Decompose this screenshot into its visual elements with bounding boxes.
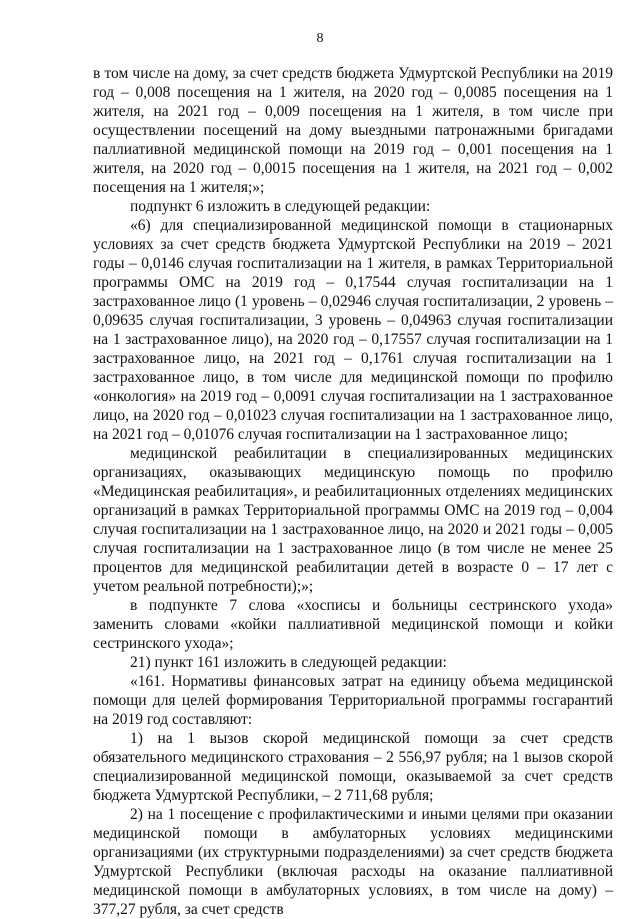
paragraph-rehabilitation: медицинской реабилитации в специализированных медицинских организациях, оказывающих медицинскую помощь по профилю «Медицинская реабилитация», и реабилитационных отделениях медицинских организаций в рамках Территориальной программы ОМС на 2019 год – 0,004 случая госпитализации на 1 застрахованное лицо, на 2020 и 2021 годы – 0,005 случая госпитализации на 1 застрахованное лицо (в том числе не менее 25 процентов для медицинской реабилитации детей в возрасте 0 – 17 лет с учетом реальной потребности);»; (93, 445, 613, 595)
paragraph-point-21: 21) пункт 161 изложить в следующей редакции: (130, 654, 447, 671)
paragraph-continuation: в том числе на дому, за счет средств бюджета Удмуртской Республики на 2019 год – 0,008 посещения на 1 жителя, на 2020 год – 0,0085 посещения на 1 жителя, на 2021 год – 0,009 посещения на 1 жителя, в том числе при осуществлении посещений на дому выездными патронажными бригадами паллиативной медицинской помощи на 2019 год – 0,001 посещения на 1 жителя, на 2020 год – 0,0015 посещения на 1 жителя, на 2021 год – 0,002 посещения на 1 жителя;»; (93, 65, 613, 196)
paragraph-161-item-1: 1) на 1 вызов скорой медицинской помощи за счет средств обязательного медицинского страхования – 2 556,97 рубля; на 1 вызов скорой специализированной медицинской помощи, оказываемой за счет средств бюджета Удмуртской Республики, – 2 711,68 рубля; (93, 730, 613, 804)
paragraph-subpoint-6-text: «6) для специализированной медицинской помощи в стационарных условиях за счет средств бюджета Удмуртской Республики на 2019 – 2021 годы – 0,0146 случая госпитализации на 1 жителя, в рамках Территориальной программы ОМС на 2019 год – 0,17544 случая госпитализации на 1 застрахованное лицо (1 уровень – 0,02946 случая госпитализации, 2 уровень – 0,09635 случая госпитализации, 3 уровень – 0,04963 случая госпитализации на 1 застрахованное лицо), на 2020 год – 0,17557 случая госпитализации на 1 застрахованное лицо, на 2021 год – 0,1761 случая госпитализации на 1 застрахованное лицо, в том числе для медицинской помощи по профилю «онкология» на 2019 год – 0,0091 случая госпитализации на 1 застрахованное лицо, на 2020 год – 0,01023 случая госпитализации на 1 застрахованное лицо, на 2021 год – 0,01076 случая госпитализации на 1 застрахованное лицо; (93, 217, 613, 443)
paragraph-subpoint-7: в подпункте 7 слова «хосписы и больницы сестринского ухода» заменить словами «койки паллиативной медицинской помощи и койки сестринского ухода»; (93, 597, 613, 652)
document-body (93, 64, 613, 919)
paragraph-161-item-2: 2) на 1 посещение с профилактическими и иными целями при оказании медицинской помощи в амбулаторных условиях медицинскими организациями (их структурными подразделениями) за счет средств бюджета Удмуртской Республики (включая расходы на оказание паллиативной медицинской помощи в амбулаторных условиях, в том числе на дому) – 377,27 рубля, за счет средств (93, 806, 613, 918)
paragraph-subpoint-6-instruction: подпункт 6 изложить в следующей редакции: (130, 198, 431, 215)
page-number: 8 (316, 31, 324, 46)
paragraph-161-heading: «161. Нормативы финансовых затрат на единицу объема медицинской помощи для целей формирования Территориальной программы госгарантий на 2019 год составляют: (93, 673, 613, 728)
